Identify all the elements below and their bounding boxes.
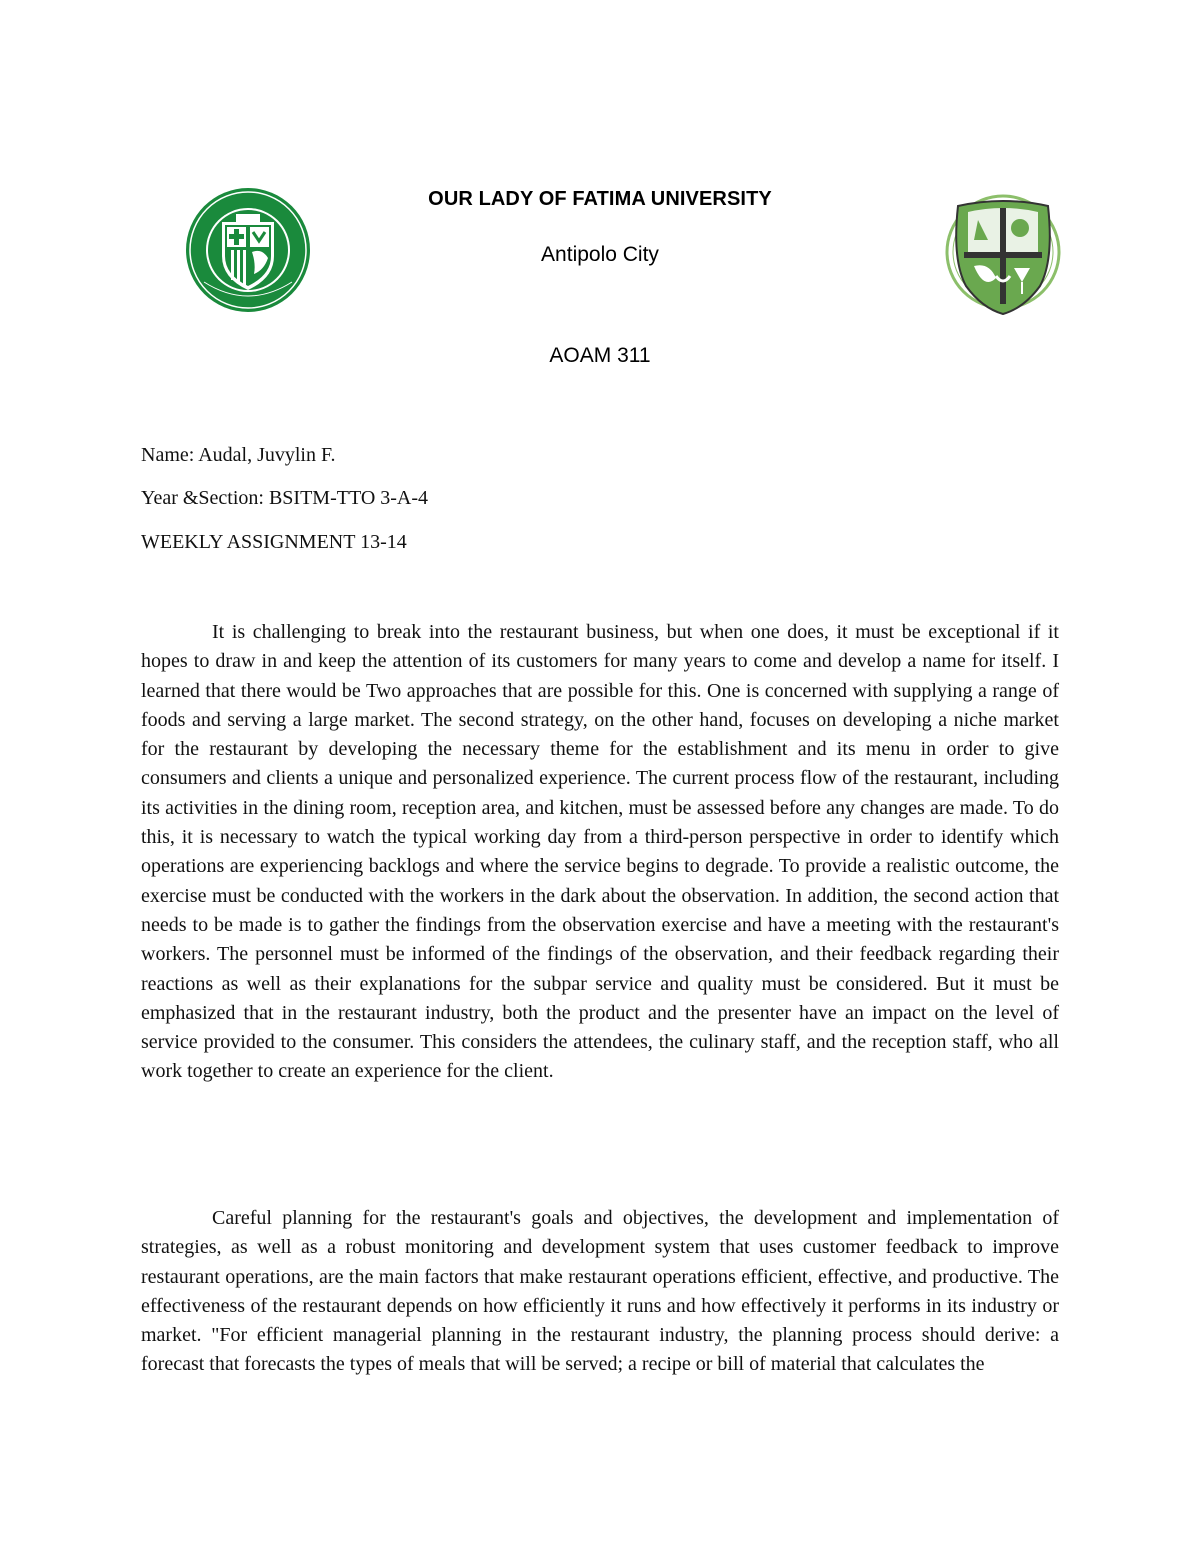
assignment-title: WEEKLY ASSIGNMENT 13-14 [141, 531, 407, 553]
student-section: Year &Section: BSITM-TTO 3-A-4 [141, 487, 429, 509]
university-name: OUR LADY OF FATIMA UNIVERSITY [428, 188, 772, 210]
student-name: Name: Audal, Juvylin F. [141, 444, 336, 466]
body-paragraph: Careful planning for the restaurant's goals and objectives, the development and implementation of strategies, as well as a robust monitoring and development system that uses customer feedback to improve restaurant operations, are the main factors that make restaurant operations efficient, effective, and productive. The effectiveness of the restaurant depends on how efficiently it runs and how effectively it performs in its industry or market. "For efficient managerial planning in the restaurant industry, the planning process should derive: a forecast that forecasts the types of meals that will be served; a recipe or bill of material that calculates the [141, 1207, 1059, 1376]
body-paragraph: It is challenging to break into the restaurant business, but when one does, it must be exceptional if it hopes to draw in and keep the attention of its customers for many years to come and develop a name for itself. I learned that there would be Two approaches that are possible for this. One is concerned with supplying a range of foods and serving a large market. The second strategy, on the other hand, focuses on developing a niche market for the restaurant by developing the necessary theme for the establishment and its menu in order to give consumers and clients a unique and personalized experience. The current process flow of the restaurant, including its activities in the dining room, reception area, and kitchen, must be assessed before any changes are made. To do this, it is necessary to watch the typical working day from a third-person perspective in order to identify which operations are experiencing backlogs and where the service begins to degrade. To provide a realistic outcome, the exercise must be conducted with the workers in the dark about the observation. In addition, the second action that needs to be made is to gather the findings from the observation exercise and have a meeting with the restaurant's workers. The personnel must be informed of the findings of the observation, and their feedback regarding their reactions as well as their explanations for the subpar service and quality must be considered. But it must be emphasized that in the restaurant industry, both the product and the presenter have an impact on the level of service provided to the consumer. This considers the attendees, the culinary staff, and the reception staff, who all work together to create an experience for the client. [141, 621, 1059, 1083]
university-city: Antipolo City [541, 243, 659, 266]
course-code: AOAM 311 [549, 344, 651, 367]
